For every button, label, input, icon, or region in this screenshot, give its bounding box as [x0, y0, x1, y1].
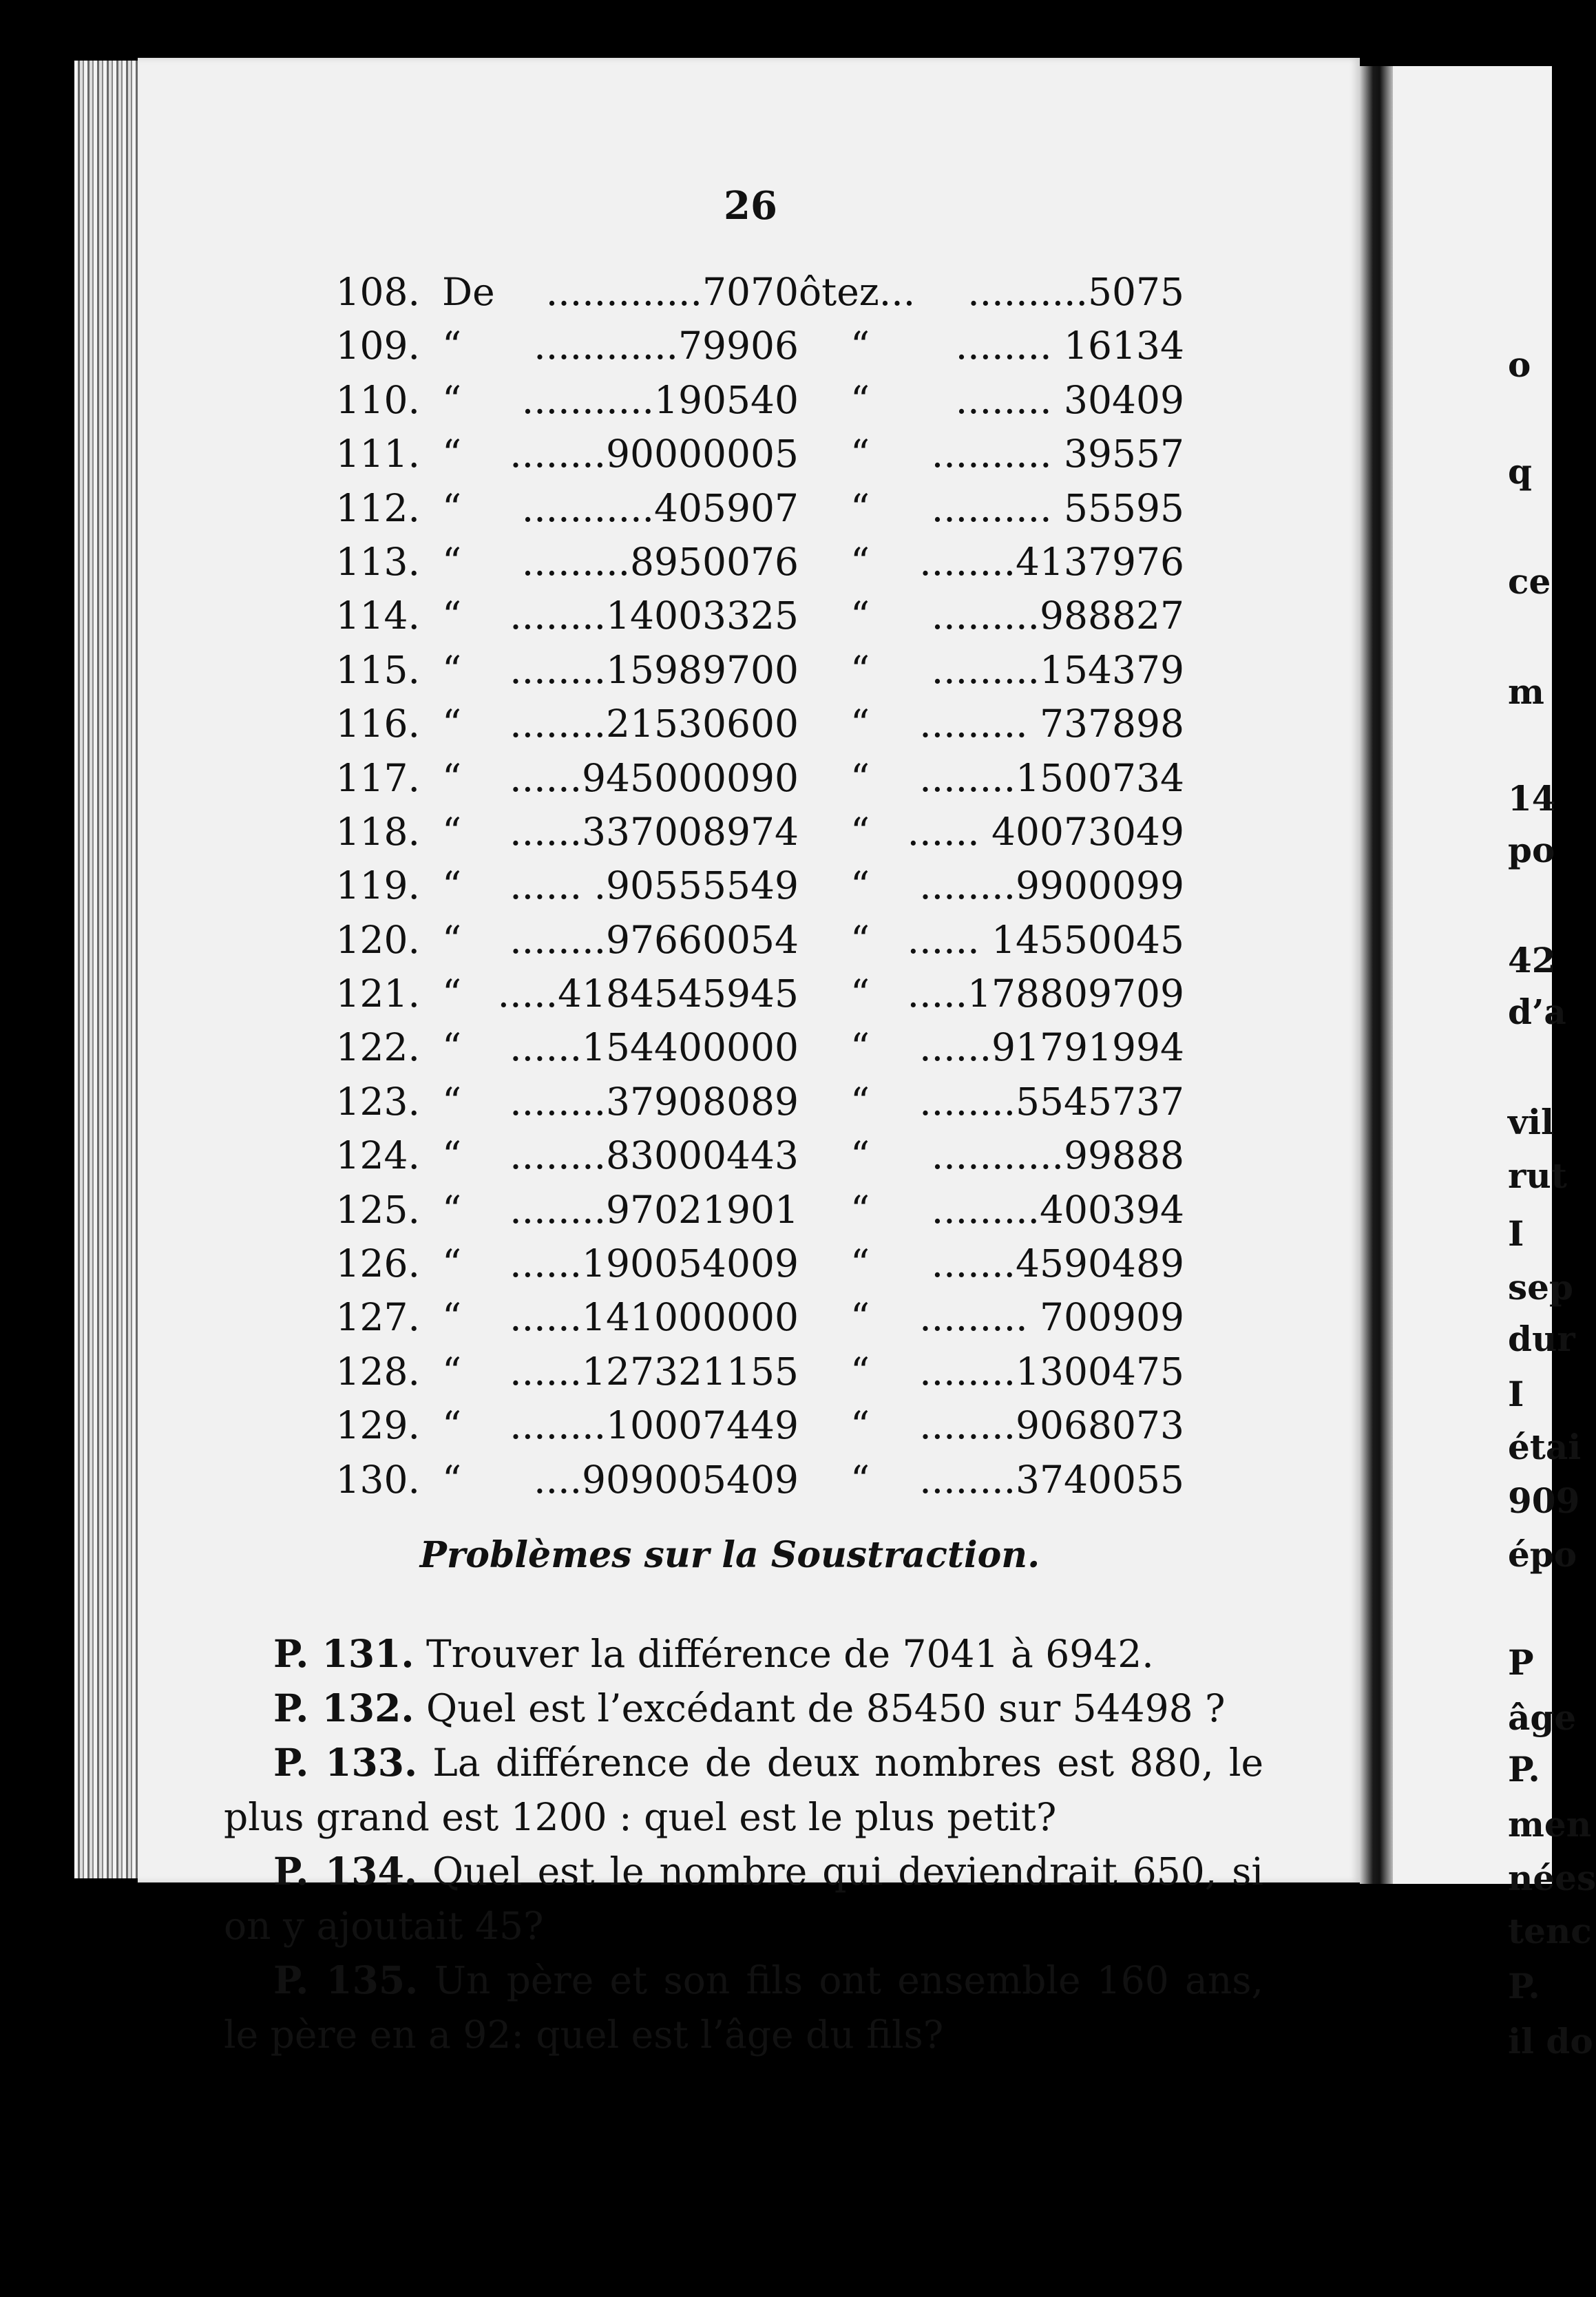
- exercise-operator: “: [850, 1241, 870, 1286]
- right-page-fragment: ce: [1508, 561, 1551, 602]
- exercise-subtrahend: ......91791994: [919, 1025, 1184, 1070]
- exercise-operator: “: [850, 917, 870, 962]
- right-page-fragment: d’a: [1508, 992, 1566, 1032]
- exercise-row: [317, 265, 1184, 319]
- exercise-row: [317, 1237, 1184, 1290]
- exercise-row: [317, 481, 1184, 535]
- exercise-number: 109.: [335, 324, 420, 368]
- book-gutter: [1360, 66, 1393, 1884]
- exercise-subtrahend: ........5545737: [919, 1079, 1184, 1124]
- exercise-row: [317, 1398, 1184, 1452]
- exercise-minuend: ............79906: [534, 324, 799, 368]
- exercise-prefix: “: [442, 432, 462, 476]
- exercise-minuend: ...........405907: [521, 485, 799, 530]
- right-page-fragment: âge: [1508, 1697, 1577, 1738]
- exercise-row: [317, 913, 1184, 967]
- exercise-prefix: “: [442, 1133, 462, 1178]
- exercise-row: [317, 373, 1184, 427]
- exercise-number: 118.: [335, 809, 420, 854]
- exercise-row: [317, 1075, 1184, 1129]
- exercise-prefix: “: [442, 1403, 462, 1448]
- exercise-prefix: “: [442, 485, 462, 530]
- problem-text: Trouver la différence de 7041 à 6942.: [414, 1632, 1154, 1676]
- exercise-prefix: “: [442, 1349, 462, 1394]
- exercise-row: [317, 319, 1184, 373]
- exercise-operator: “: [850, 1403, 870, 1448]
- exercise-subtrahend: ......... 737898: [919, 702, 1184, 746]
- problem: [224, 1844, 1263, 1953]
- exercise-row: [317, 535, 1184, 589]
- exercise-prefix: “: [442, 972, 462, 1016]
- right-page-fragment: P.: [1508, 1749, 1540, 1790]
- right-page-fragment: étai: [1508, 1427, 1582, 1467]
- exercise-minuend: ......337008974: [510, 809, 799, 854]
- exercise-list: [317, 265, 1184, 1507]
- problem-label: P. 135.: [273, 1958, 419, 2002]
- exercise-prefix: “: [442, 1295, 462, 1340]
- exercise-operator: “: [850, 432, 870, 476]
- exercise-minuend: ........21530600: [510, 702, 799, 746]
- right-page-fragment: I: [1508, 1374, 1524, 1414]
- problem-label: P. 131.: [273, 1631, 414, 1676]
- exercise-subtrahend: .......4590489: [931, 1241, 1184, 1286]
- exercise-minuend: ........97660054: [510, 917, 799, 962]
- right-page-fragment: q: [1508, 451, 1532, 492]
- exercise-number: 112.: [335, 485, 420, 530]
- exercise-row: [317, 643, 1184, 697]
- right-page-fragment: vil: [1508, 1102, 1555, 1142]
- exercise-operator: “: [850, 1079, 870, 1124]
- right-page-fragment: tenc: [1508, 1911, 1592, 1951]
- exercise-operator: “: [850, 755, 870, 800]
- exercise-prefix: “: [442, 594, 462, 638]
- exercise-operator: “: [850, 809, 870, 854]
- exercise-subtrahend: .........988827: [931, 594, 1184, 638]
- exercise-number: 130.: [335, 1457, 420, 1502]
- exercise-subtrahend: ........ 16134: [955, 324, 1184, 368]
- exercise-number: 124.: [335, 1133, 420, 1178]
- exercise-subtrahend: ........ 30409: [955, 377, 1184, 422]
- exercise-minuend: .........8950076: [521, 539, 799, 584]
- exercise-minuend: ........14003325: [510, 594, 799, 638]
- right-page-fragment: épo: [1508, 1534, 1577, 1575]
- exercise-subtrahend: ........9900099: [919, 863, 1184, 908]
- right-page-fragment: 14: [1508, 778, 1556, 819]
- exercise-prefix: “: [442, 539, 462, 584]
- exercise-minuend: .............7070: [545, 270, 799, 314]
- exercise-row: [317, 1453, 1184, 1507]
- exercise-prefix: “: [442, 1025, 462, 1070]
- exercise-subtrahend: ...... 14550045: [907, 917, 1184, 962]
- exercise-subtrahend: ...... 40073049: [907, 809, 1184, 854]
- problem-label: P. 134.: [273, 1849, 417, 1894]
- exercise-number: 117.: [335, 755, 420, 800]
- exercise-minuend: ........37908089: [510, 1079, 799, 1124]
- exercise-row: [317, 1183, 1184, 1237]
- exercise-minuend: ......141000000: [510, 1295, 799, 1340]
- exercise-number: 114.: [335, 594, 420, 638]
- exercise-prefix: “: [442, 1241, 462, 1286]
- exercise-number: 129.: [335, 1403, 420, 1448]
- exercise-prefix: “: [442, 324, 462, 368]
- problem-text: Un père et son fils ont ensemble 160 ans, le père en a 92: quel est l’âge du fils?: [224, 1958, 1263, 2057]
- exercise-operator: “: [850, 539, 870, 584]
- exercise-operator: “: [850, 324, 870, 368]
- exercise-row: [317, 751, 1184, 805]
- exercise-subtrahend: ........3740055: [919, 1457, 1184, 1502]
- right-page-fragment: 42: [1508, 940, 1556, 980]
- exercise-minuend: ......190054009: [510, 1241, 799, 1286]
- exercise-number: 121.: [335, 972, 420, 1016]
- exercise-operator: “: [850, 594, 870, 638]
- exercise-row: [317, 967, 1184, 1020]
- problem-text: Quel est le nombre qui deviendrait 650, si on y ajoutait 45?: [224, 1849, 1263, 1948]
- problem-text: Quel est l’excédant de 85450 sur 54498 ?: [414, 1686, 1226, 1730]
- page-edges: [74, 61, 143, 1878]
- exercise-minuend: ........97021901: [510, 1187, 799, 1232]
- exercise-prefix: “: [442, 809, 462, 854]
- exercise-number: 120.: [335, 917, 420, 962]
- section-heading: Problèmes sur la Soustraction.: [419, 1534, 1040, 1576]
- exercise-operator: ôtez...: [799, 270, 916, 314]
- exercise-prefix: “: [442, 647, 462, 692]
- exercise-number: 108.: [335, 270, 420, 314]
- exercise-operator: “: [850, 702, 870, 746]
- exercise-subtrahend: .........154379: [931, 647, 1184, 692]
- exercise-minuend: ......127321155: [510, 1349, 799, 1394]
- right-page-fragment: men: [1508, 1804, 1592, 1845]
- exercise-subtrahend: ........1300475: [919, 1349, 1184, 1394]
- exercise-subtrahend: .......... 39557: [931, 432, 1184, 476]
- right-page-fragment: P.: [1508, 1966, 1540, 2006]
- exercise-row: [317, 1020, 1184, 1074]
- exercise-number: 119.: [335, 863, 420, 908]
- right-page-fragment: sep: [1508, 1267, 1573, 1308]
- right-page-fragment: dur: [1508, 1319, 1575, 1359]
- exercise-subtrahend: .......... 55595: [931, 485, 1184, 530]
- problem: [224, 1626, 1263, 1681]
- exercise-subtrahend: ........9068073: [919, 1403, 1184, 1448]
- problem-text: La différence de deux nombres est 880, le plus grand est 1200 : quel est le plus petit?: [224, 1741, 1263, 1839]
- exercise-row: [317, 805, 1184, 859]
- exercise-subtrahend: .....178809709: [907, 972, 1184, 1016]
- exercise-subtrahend: ...........99888: [931, 1133, 1184, 1178]
- exercise-row: [317, 1345, 1184, 1398]
- exercise-number: 111.: [335, 432, 420, 476]
- right-page-fragment: nées: [1508, 1858, 1596, 1898]
- exercise-minuend: ......945000090: [510, 755, 799, 800]
- exercise-minuend: .....4184545945: [497, 972, 799, 1016]
- exercise-number: 125.: [335, 1187, 420, 1232]
- right-page-fragment: 909: [1508, 1480, 1580, 1521]
- exercise-number: 127.: [335, 1295, 420, 1340]
- exercise-number: 123.: [335, 1079, 420, 1124]
- exercise-minuend: ........10007449: [510, 1403, 799, 1448]
- problem: [224, 1681, 1263, 1736]
- right-page-fragment: I: [1508, 1213, 1524, 1254]
- exercise-minuend: ......154400000: [510, 1025, 799, 1070]
- exercise-number: 115.: [335, 647, 420, 692]
- problem-label: P. 133.: [273, 1740, 418, 1785]
- exercise-operator: “: [850, 647, 870, 692]
- exercise-number: 113.: [335, 539, 420, 584]
- right-page-fragment: il do: [1508, 2021, 1593, 2062]
- exercise-operator: “: [850, 485, 870, 530]
- exercise-row: [317, 427, 1184, 481]
- exercise-minuend: ....909005409: [534, 1457, 799, 1502]
- exercise-operator: “: [850, 1187, 870, 1232]
- exercise-minuend: ........15989700: [510, 647, 799, 692]
- right-page-fragment: rut: [1508, 1155, 1567, 1196]
- exercise-subtrahend: ......... 700909: [919, 1295, 1184, 1340]
- exercise-minuend: ...........190540: [521, 377, 799, 422]
- exercise-prefix: “: [442, 702, 462, 746]
- exercise-number: 126.: [335, 1241, 420, 1286]
- exercise-prefix: “: [442, 1079, 462, 1124]
- exercise-operator: “: [850, 1457, 870, 1502]
- problem-label: P. 132.: [273, 1686, 414, 1730]
- right-page-fragment: m: [1508, 671, 1544, 712]
- right-page-fragment: o: [1508, 344, 1531, 385]
- exercise-minuend: ...... .90555549: [510, 863, 799, 908]
- right-page-fragment: P: [1508, 1642, 1534, 1683]
- exercise-prefix: “: [442, 863, 462, 908]
- exercise-subtrahend: ........4137976: [919, 539, 1184, 584]
- exercise-number: 110.: [335, 377, 420, 422]
- exercise-prefix: “: [442, 377, 462, 422]
- exercise-operator: “: [850, 1025, 870, 1070]
- exercise-operator: “: [850, 972, 870, 1016]
- exercise-operator: “: [850, 1295, 870, 1340]
- exercise-row: [317, 859, 1184, 912]
- exercise-subtrahend: .........400394: [931, 1187, 1184, 1232]
- exercise-prefix: “: [442, 1187, 462, 1232]
- exercise-operator: “: [850, 863, 870, 908]
- exercise-number: 122.: [335, 1025, 420, 1070]
- exercise-minuend: ........83000443: [510, 1133, 799, 1178]
- exercise-row: [317, 1129, 1184, 1182]
- problem: [224, 1953, 1263, 2062]
- exercise-row: [317, 697, 1184, 751]
- exercise-prefix: “: [442, 917, 462, 962]
- page-number: 26: [724, 183, 777, 229]
- exercise-subtrahend: ..........5075: [967, 270, 1184, 314]
- exercise-subtrahend: ........1500734: [919, 755, 1184, 800]
- exercise-prefix: De: [442, 270, 495, 314]
- exercise-row: [317, 1290, 1184, 1344]
- right-page-fragment: po: [1508, 830, 1555, 870]
- exercise-number: 128.: [335, 1349, 420, 1394]
- problem: [224, 1735, 1263, 1845]
- exercise-operator: “: [850, 1133, 870, 1178]
- exercise-operator: “: [850, 1349, 870, 1394]
- exercise-number: 116.: [335, 702, 420, 746]
- exercise-operator: “: [850, 377, 870, 422]
- exercise-prefix: “: [442, 1457, 462, 1502]
- exercise-prefix: “: [442, 755, 462, 800]
- exercise-row: [317, 589, 1184, 642]
- exercise-minuend: ........90000005: [510, 432, 799, 476]
